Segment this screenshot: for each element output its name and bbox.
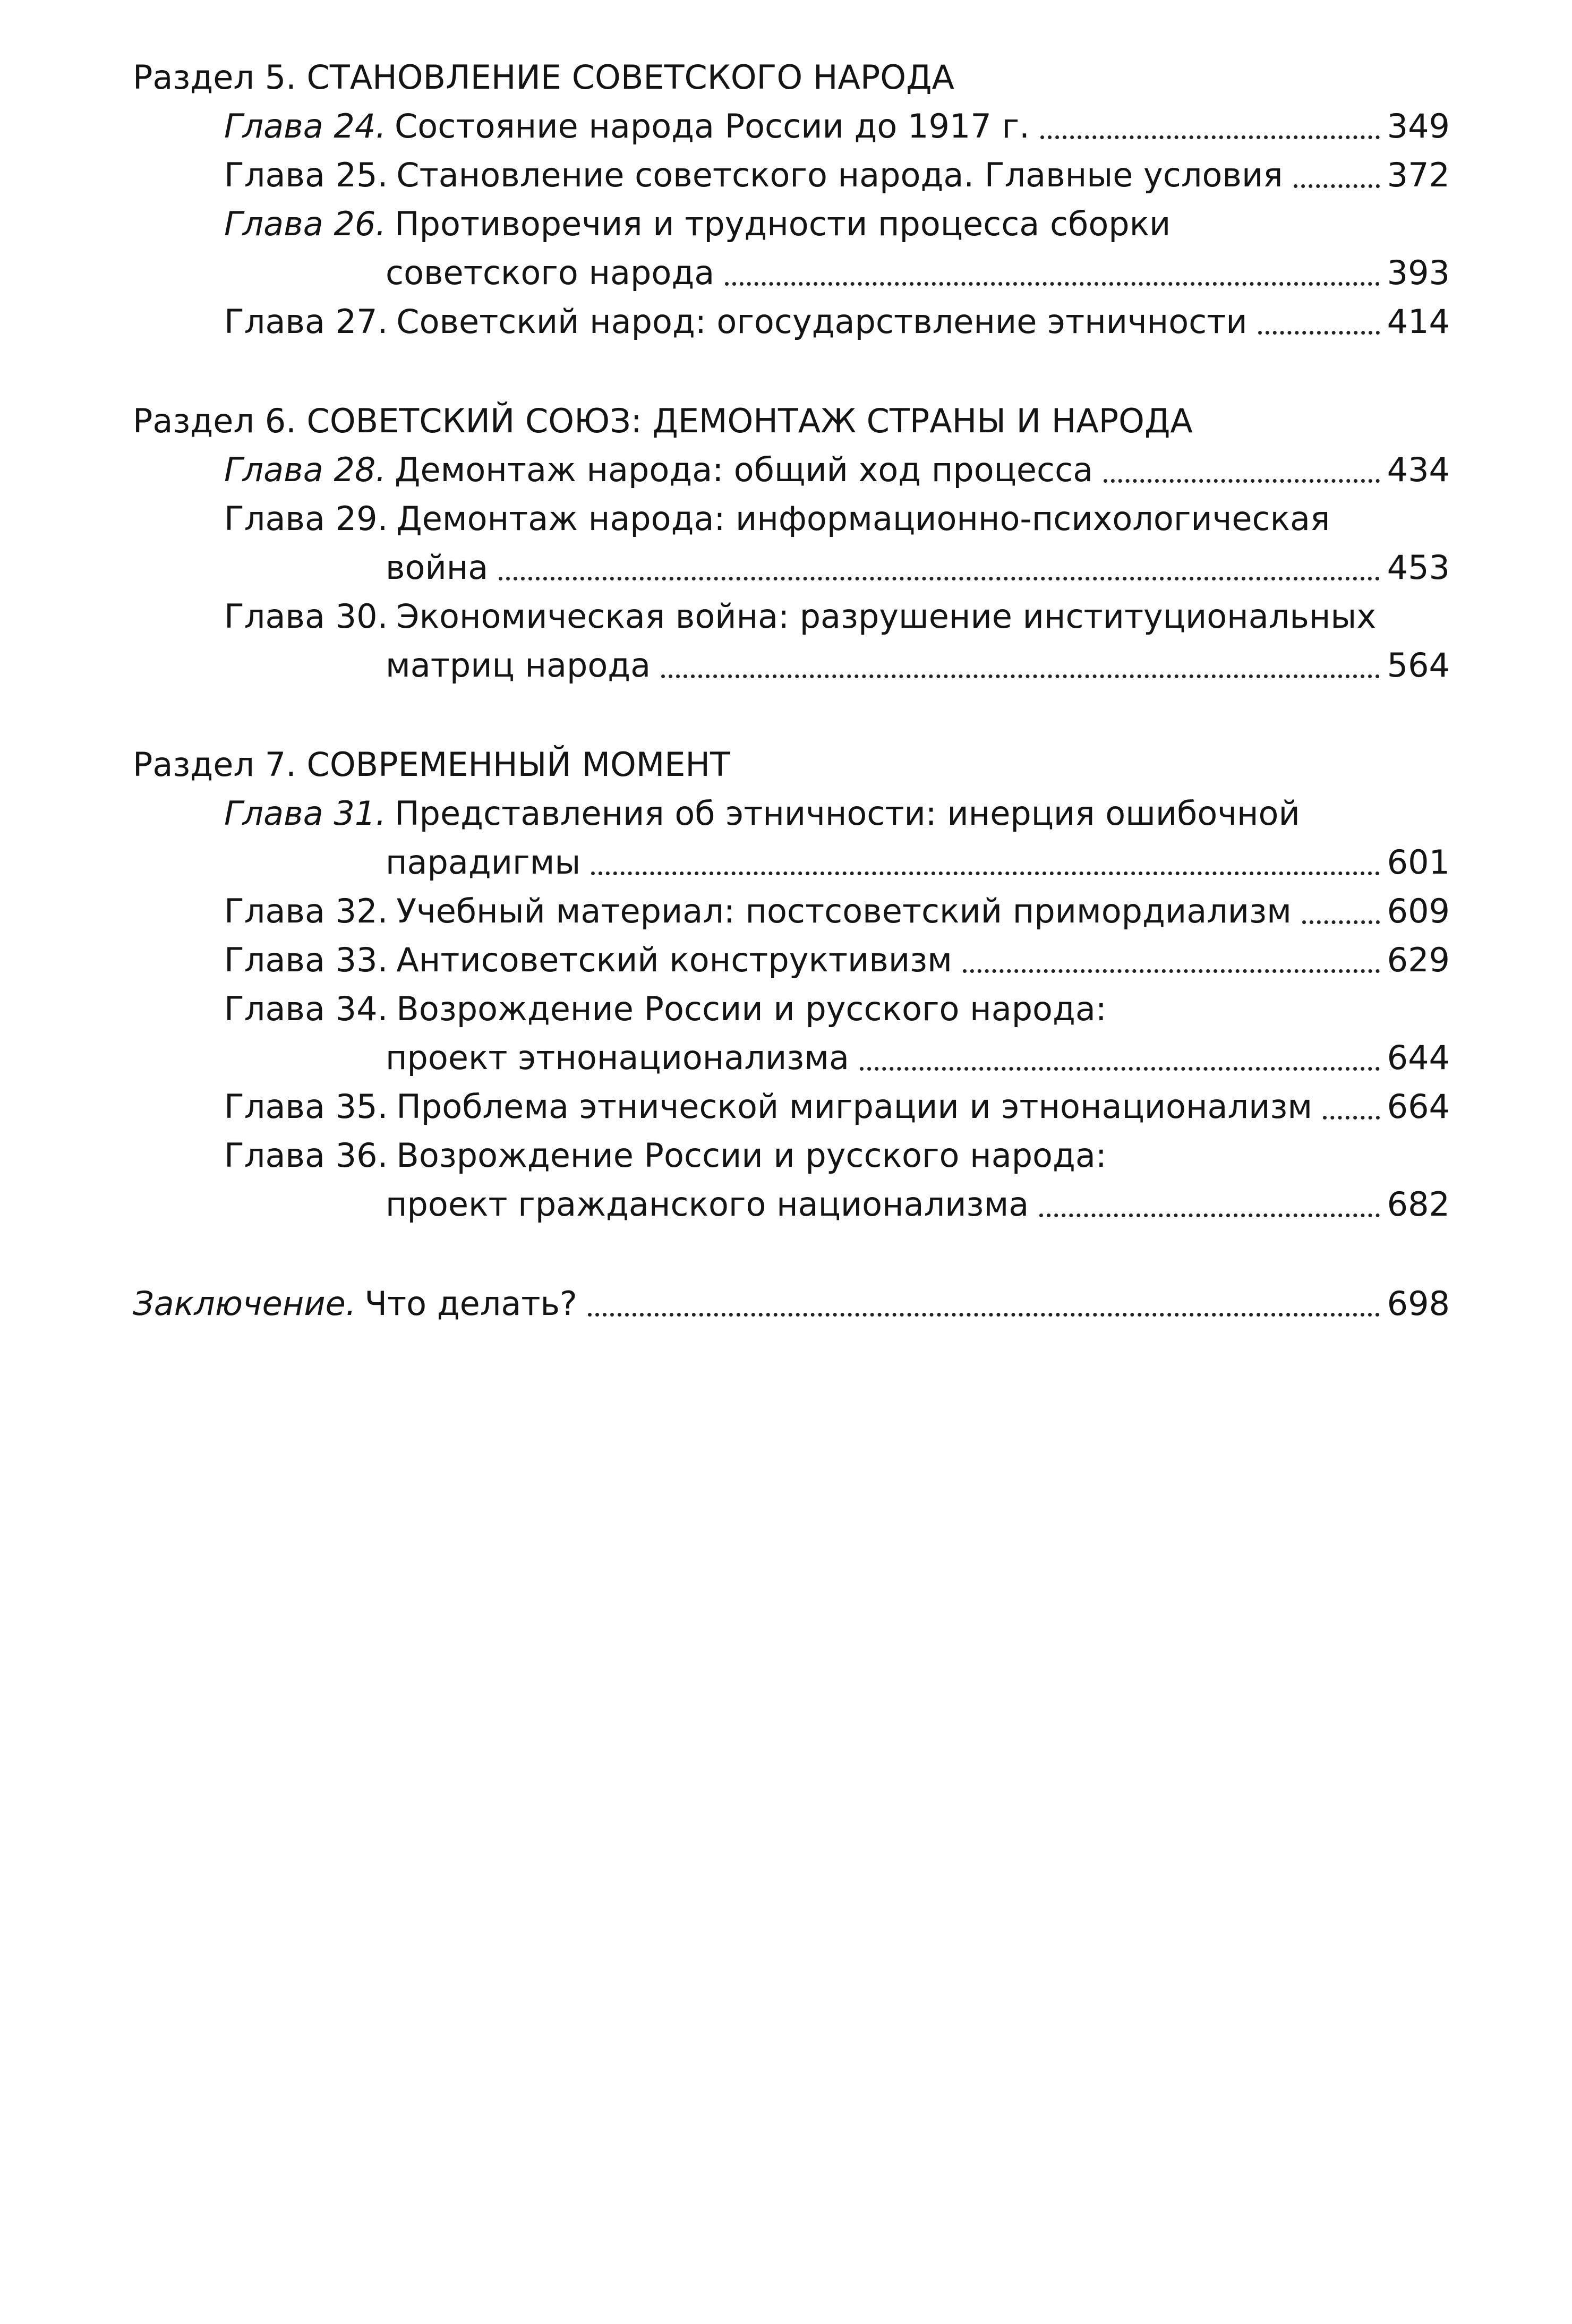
dot-leader (661, 674, 1380, 678)
toc-entry (133, 151, 1450, 200)
toc-entry-text (224, 494, 1450, 592)
dot-leader (588, 1313, 1380, 1317)
toc-entry-line (133, 1279, 1450, 1328)
chapter-title: Возрождение России и русского народа: (396, 989, 1107, 1028)
toc-entry-text (224, 102, 1450, 151)
toc-section (133, 53, 1450, 346)
toc-entry (133, 789, 1450, 887)
dot-leader (860, 1067, 1380, 1071)
conclusion-label: Заключение. (133, 1284, 356, 1323)
chapter-number: Глава 25. (224, 156, 388, 194)
toc-entry-text (224, 985, 1450, 1082)
page-number: 434 (1387, 450, 1450, 489)
page-number: 644 (1387, 1038, 1450, 1077)
section-heading: Раздел 5. СТАНОВЛЕНИЕ СОВЕТСКОГО НАРОДА (133, 58, 954, 97)
chapter-number: Глава 36. (224, 1136, 388, 1175)
toc-entry-text (224, 592, 1450, 690)
toc-entry-text (224, 1131, 1450, 1229)
chapter-number: Глава 24. (224, 107, 387, 146)
toc-entry-line (224, 1131, 1450, 1180)
section-heading: Раздел 7. СОВРЕМЕННЫЙ МОМЕНТ (133, 745, 730, 784)
chapter-number: Глава 29. (224, 499, 388, 538)
page-number: 609 (1387, 892, 1450, 930)
toc-entry-line (224, 249, 1450, 297)
chapter-number: Глава 27. (224, 302, 388, 341)
chapter-number: Глава 28. (224, 450, 387, 489)
page-number: 393 (1387, 253, 1450, 292)
toc-entry-line (224, 543, 1450, 592)
page-number: 564 (1387, 646, 1450, 685)
chapter-number: Глава 32. (224, 892, 388, 930)
chapter-title: Экономическая война: разрушение институциональных (396, 597, 1377, 636)
page-number: 698 (1387, 1284, 1450, 1323)
chapter-title: матриц народа (386, 646, 651, 685)
chapter-title: Антисоветский конструктивизм (396, 941, 952, 979)
chapter-number: Глава 35. (224, 1087, 388, 1126)
chapter-number: Глава 30. (224, 597, 388, 636)
toc-entry (133, 592, 1450, 690)
toc-entry-text (224, 200, 1450, 297)
toc-conclusion (133, 1279, 1450, 1328)
chapter-title: Представления об этничности: инерция ошибочной (395, 794, 1300, 833)
toc-entry (133, 936, 1450, 985)
toc-entry-text (224, 789, 1450, 887)
chapter-title: война (386, 548, 489, 587)
page-number: 664 (1387, 1087, 1450, 1126)
page-number: 682 (1387, 1185, 1450, 1224)
dot-leader (591, 872, 1379, 875)
chapter-number: Глава 33. (224, 941, 388, 979)
table-of-contents (133, 53, 1450, 1328)
section-heading: Раздел 6. СОВЕТСКИЙ СОЮЗ: ДЕМОНТАЖ СТРАНЫ И НАРОДА (133, 401, 1193, 440)
toc-entry-line (224, 592, 1450, 641)
chapter-title: Возрождение России и русского народа: (396, 1136, 1107, 1175)
dot-leader (1104, 479, 1379, 483)
toc-entry-text (224, 1082, 1450, 1131)
toc-entry (133, 1131, 1450, 1229)
dot-leader (499, 577, 1379, 580)
toc-entry-text (224, 297, 1450, 346)
chapter-title: парадигмы (386, 843, 581, 882)
page-number: 414 (1387, 302, 1450, 341)
chapter-title: Демонтаж народа: общий ход процесса (395, 450, 1093, 489)
page-number: 372 (1387, 156, 1450, 194)
page-number: 629 (1387, 941, 1450, 979)
toc-entry (133, 887, 1450, 936)
toc-entry-line (224, 1033, 1450, 1082)
dot-leader (1040, 135, 1380, 139)
toc-entry (133, 494, 1450, 592)
dot-leader (1258, 331, 1380, 335)
toc-entry (133, 446, 1450, 494)
dot-leader (1294, 184, 1380, 188)
toc-section (133, 397, 1450, 690)
toc-entry-line (224, 838, 1450, 887)
chapter-title: Советский народ: огосударствление этничности (396, 302, 1248, 341)
dot-leader (963, 969, 1380, 973)
toc-entry-line (224, 641, 1450, 690)
chapter-number: Глава 31. (224, 794, 387, 833)
toc-entry (133, 297, 1450, 346)
chapter-number: Глава 26. (224, 204, 387, 243)
chapter-title: Проблема этнической миграции и этнонационализм (396, 1087, 1313, 1126)
toc-entry-line (224, 151, 1450, 200)
dot-leader (1323, 1116, 1380, 1120)
chapter-title: Противоречия и трудности процесса сборки (395, 204, 1171, 243)
toc-entry (133, 200, 1450, 297)
dot-leader (725, 282, 1379, 286)
toc-entry-text (224, 936, 1450, 985)
conclusion-title: Что делать? (364, 1284, 577, 1323)
dot-leader (1039, 1214, 1379, 1217)
page-number: 601 (1387, 843, 1450, 882)
dot-leader (1302, 920, 1380, 924)
page-number: 453 (1387, 548, 1450, 587)
toc-entry-line (224, 297, 1450, 346)
toc-entry-line (224, 494, 1450, 543)
toc-entry-line (224, 102, 1450, 151)
toc-entry-line (224, 985, 1450, 1033)
chapter-title: Учебный материал: постсоветский примордиализм (396, 892, 1292, 930)
chapter-title: советского народа (386, 253, 715, 292)
chapter-title: Демонтаж народа: информационно-психологическая (396, 499, 1330, 538)
toc-entry-text (224, 446, 1450, 494)
chapter-title: Становление советского народа. Главные условия (396, 156, 1283, 194)
chapter-title: Состояние народа России до 1917 г. (395, 107, 1030, 146)
toc-entry-line (224, 887, 1450, 936)
toc-entry-text (224, 887, 1450, 936)
toc-entry (133, 102, 1450, 151)
toc-entry-line (224, 200, 1450, 249)
toc-entry-line (224, 1082, 1450, 1131)
toc-entry-line (224, 936, 1450, 985)
toc-entry-text (224, 151, 1450, 200)
toc-section (133, 740, 1450, 1229)
chapter-number: Глава 34. (224, 989, 388, 1028)
page-number: 349 (1387, 107, 1450, 146)
toc-entry-line (224, 789, 1450, 838)
toc-entry (133, 985, 1450, 1082)
chapter-title: проект гражданского национализма (386, 1185, 1029, 1224)
toc-entry (133, 1082, 1450, 1131)
toc-entry-line (224, 1180, 1450, 1229)
chapter-title: проект этнонационализма (386, 1038, 849, 1077)
toc-entry-text (133, 1279, 1450, 1328)
toc-entry-line (224, 446, 1450, 494)
